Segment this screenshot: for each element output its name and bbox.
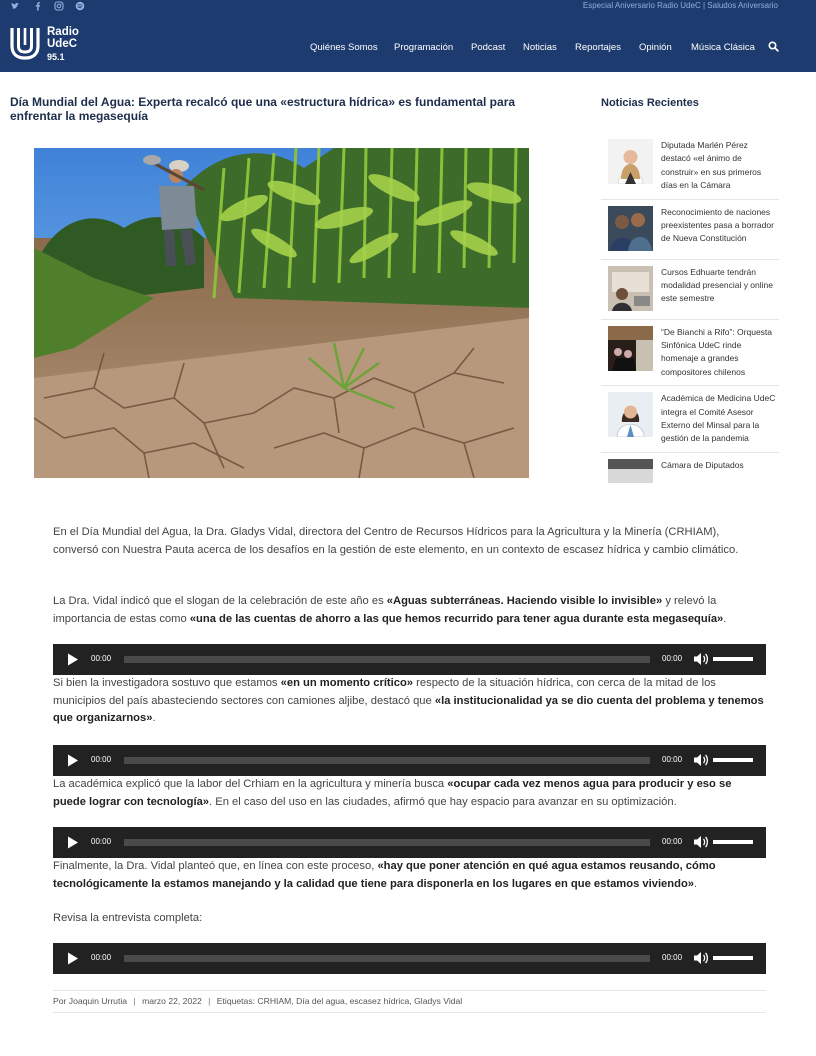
recent-news-item[interactable] (601, 133, 779, 200)
volume-icon[interactable] (693, 753, 709, 767)
meta-separator: | (133, 996, 136, 1006)
seek-bar[interactable] (124, 757, 650, 764)
volume-slider[interactable] (713, 840, 753, 844)
tags-prefix: Etiquetas: (216, 996, 256, 1006)
recent-news-title[interactable]: Reconocimiento de naciones preexistentes pasa a borrador de Nueva Constitución (661, 206, 774, 244)
text-run: . (723, 612, 727, 625)
recent-news-item[interactable] (601, 200, 779, 260)
site-header (0, 13, 816, 72)
quote-bold: «en un momento crítico» (280, 677, 414, 689)
topbar-links (583, 1, 778, 10)
play-icon[interactable] (67, 952, 79, 965)
topbar-divider: | (702, 1, 706, 10)
tag-separator: , (409, 996, 412, 1006)
text-run: Finalmente, la Dra. Vidal planteó que, en línea con este proceso, (53, 860, 378, 872)
text-run: . En el caso del uso en las ciudades, afirmó que hay espacio para avanzar en su optimización. (209, 795, 677, 808)
audio-player (53, 943, 766, 974)
spotify-icon[interactable] (75, 1, 85, 11)
recent-news-title[interactable]: Diputada Marlén Pérez destacó «el ánimo de construir» en sus primeros días en la Cámara (661, 140, 762, 191)
tag-separator: , (291, 996, 294, 1006)
article-paragraph: Revisa la entrevista completa: (53, 912, 203, 924)
quote-bold: «una de las cuentas de ahorro a las que hemos recurrido para tener agua durante esta megasequía» (189, 612, 724, 625)
instagram-icon[interactable] (54, 1, 64, 11)
author-link[interactable]: Joaquin Urrutia (68, 996, 128, 1006)
article-paragraph (53, 858, 765, 893)
volume-slider[interactable] (713, 657, 753, 661)
author-prefix: Por (53, 996, 67, 1006)
news-thumbnail-image[interactable] (608, 326, 653, 371)
topbar-link-aniversario[interactable]: Especial Aniversario Radio UdeC (582, 1, 701, 10)
article-hero-image (34, 148, 529, 478)
article-paragraph (53, 593, 765, 628)
current-time: 00:00 (91, 837, 112, 846)
current-time: 00:00 (91, 755, 112, 764)
volume-icon[interactable] (693, 835, 709, 849)
tag-separator: , (344, 996, 348, 1006)
recent-news-item[interactable] (601, 386, 779, 453)
volume-slider[interactable] (713, 956, 753, 960)
nav-opinion[interactable]: Opinión (639, 42, 672, 53)
tag-link[interactable]: escasez hídrica (349, 996, 410, 1006)
current-time: 00:00 (91, 654, 112, 663)
play-icon[interactable] (67, 653, 79, 666)
nav-programacion[interactable]: Programación (394, 42, 454, 53)
brand-line-1: Radio (47, 26, 79, 38)
duration-time: 00:00 (662, 953, 683, 962)
recent-news-title[interactable]: Cámara de Diputados (661, 459, 744, 470)
audio-player (53, 827, 766, 858)
tag-link[interactable]: CRHIAM (257, 996, 292, 1006)
search-icon[interactable] (768, 41, 779, 52)
article-paragraph (53, 776, 765, 811)
current-time: 00:00 (91, 953, 112, 962)
tag-link[interactable]: Día del agua (296, 996, 345, 1006)
audio-player (53, 745, 766, 776)
play-icon[interactable] (67, 836, 79, 849)
news-thumbnail-image[interactable] (608, 139, 653, 184)
recent-news-title[interactable]: Académica de Medicina UdeC integra el Comité Asesor Externo del Minsal para la gestión de la pandemia (661, 393, 776, 444)
article-title: Día Mundial del Agua: Experta recalcó que una «estructura hídrica» es fundamental para enfrentar la megasequía (10, 95, 516, 123)
text-run: y relevó la importancia de estas como (53, 595, 717, 625)
play-icon[interactable] (67, 754, 79, 767)
nav-noticias[interactable]: Noticias (523, 42, 557, 53)
seek-bar[interactable] (124, 839, 650, 846)
news-thumbnail-image[interactable] (608, 266, 653, 311)
text-run: La Dra. Vidal indicó que el slogan de la celebración de este año es (53, 595, 387, 607)
brand-line-2: UdeC (47, 38, 78, 50)
text-run: respecto de la situación hídrica, con cerca de la mitad de los municipios del país abasteciendo sectores con camiones aljibe, destacó que (53, 677, 716, 707)
quote-bold: «Aguas subterráneas. Haciendo visible lo invisible» (386, 595, 663, 607)
post-date: marzo 22, 2022 (142, 996, 202, 1006)
quote-bold: «la institucionalidad ya se dio cuenta del problema y tenemos que organizarnos» (53, 694, 764, 724)
recent-news-item[interactable] (601, 320, 779, 387)
meta-separator: | (208, 996, 211, 1006)
text-run: Si bien la investigadora sostuvo que estamos (53, 677, 281, 689)
quote-bold: «hay que poner atención en qué agua estamos reusando, cómo tecnológicamente la estamos manejando y la calidad que tiene para disponerla en los lugares en que estamos viviendo» (53, 860, 716, 890)
twitter-icon[interactable] (10, 1, 20, 11)
text-run: . (694, 877, 698, 890)
quote-bold: «ocupar cada vez menos agua para producir y eso se puede lograr con tecnología» (53, 778, 732, 808)
volume-icon[interactable] (693, 951, 709, 965)
volume-icon[interactable] (693, 652, 709, 666)
brand-frequency: 95.1 (47, 52, 65, 62)
brand-name[interactable] (47, 26, 79, 63)
nav-podcast[interactable]: Podcast (471, 42, 506, 53)
recent-news-list (601, 133, 779, 483)
nav-reportajes[interactable]: Reportajes (575, 42, 621, 53)
top-bar (0, 0, 816, 13)
post-meta (53, 990, 766, 1013)
audio-player (53, 644, 766, 675)
nav-quienes-somos[interactable]: Quiénes Somos (310, 42, 378, 53)
duration-time: 00:00 (662, 837, 683, 846)
duration-time: 00:00 (662, 755, 683, 764)
news-thumbnail-image[interactable] (608, 392, 653, 437)
volume-slider[interactable] (713, 758, 753, 762)
news-thumbnail-image[interactable] (608, 206, 653, 251)
tag-link[interactable]: Gladys Vidal (414, 996, 463, 1006)
seek-bar[interactable] (124, 656, 650, 663)
radio-udec-logo-icon[interactable] (10, 26, 40, 60)
article-paragraph (53, 675, 765, 728)
recent-news-title[interactable]: Cursos Edhuarte tendrán modalidad presencial y online este semestre (661, 266, 773, 304)
article-paragraph: En el Día Mundial del Agua, la Dra. Gladys Vidal, directora del Centro de Recursos Hídricos para la Agricultura y la Minería (CRHIAM), conversó con Nuestra Pauta acerca de los desafíos en la gestión de este elemento, en un contexto de escasez hídrica y cambio climático. (53, 526, 739, 556)
topbar-link-saludos[interactable]: Saludos Aniversario (707, 1, 778, 10)
nav-musica-clasica[interactable]: Música Clásica (691, 42, 755, 53)
recent-news-title[interactable]: “De Bianchi a Rifo”: Orquesta Sinfónica UdeC rinde homenaje a grandes compositores chilenos (661, 326, 773, 377)
recent-news-item[interactable] (601, 453, 779, 483)
text-run: La académica explicó que la labor del Crhiam en la agricultura y minería busca (53, 778, 448, 790)
seek-bar[interactable] (124, 955, 650, 962)
recent-news-item[interactable] (601, 260, 779, 320)
news-thumbnail-image[interactable] (608, 459, 653, 483)
facebook-icon[interactable] (33, 1, 43, 11)
sidebar-title: Noticias Recientes (601, 97, 699, 109)
duration-time: 00:00 (662, 654, 683, 663)
text-run: . (152, 712, 156, 724)
